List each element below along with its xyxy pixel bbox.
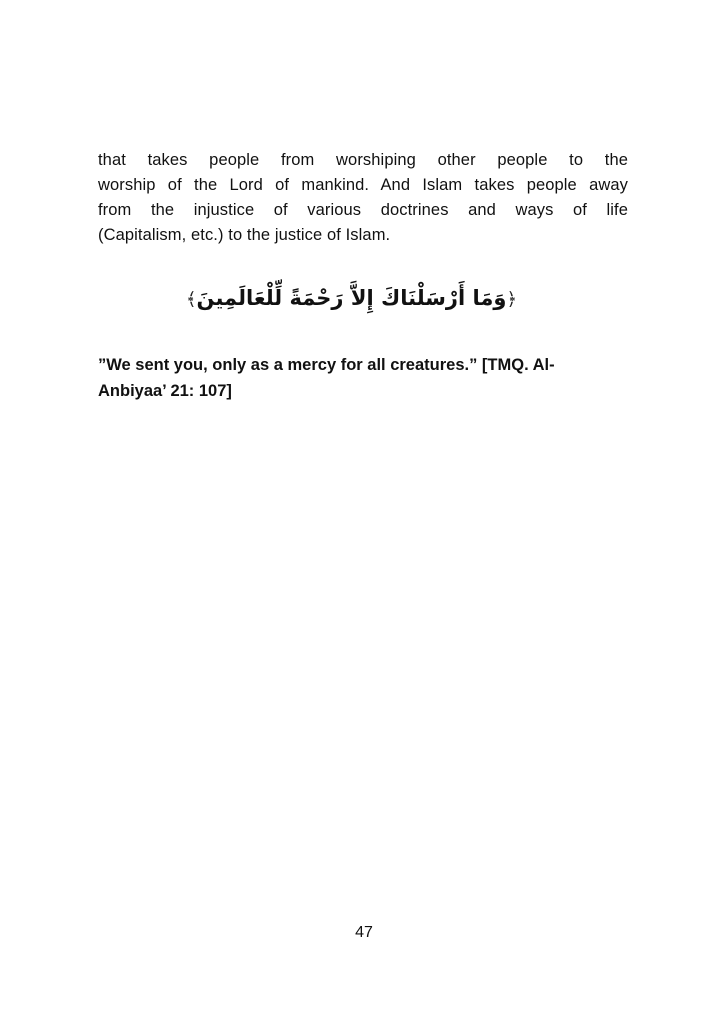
paragraph-line: (Capitalism, etc.) to the justice of Islam. (98, 226, 391, 244)
translation-line: ”We sent you, only as a mercy for all creatures.” [TMQ. Al- (98, 356, 555, 374)
paragraph-line: from the injustice of various doctrines and ways of life (98, 201, 628, 219)
body-paragraph (98, 148, 628, 248)
arabic-verse (186, 278, 517, 318)
translation-line: Anbiyaa’ 21: 107] (98, 382, 232, 400)
verse-close-ornament: ﴾ (186, 289, 197, 310)
verse-open-ornament: ﴿ (506, 289, 517, 310)
paragraph-line: worship of the Lord of mankind. And Islam takes people away (98, 176, 628, 194)
page-number: 47 (355, 924, 373, 941)
verse-text: وَمَا أَرْسَلْنَاكَ إِلاَّ رَحْمَةً لِّلْعَالَمِينَ (196, 286, 507, 310)
verse-translation (98, 352, 628, 404)
paragraph-line: that takes people from worshiping other people to the (98, 151, 628, 169)
